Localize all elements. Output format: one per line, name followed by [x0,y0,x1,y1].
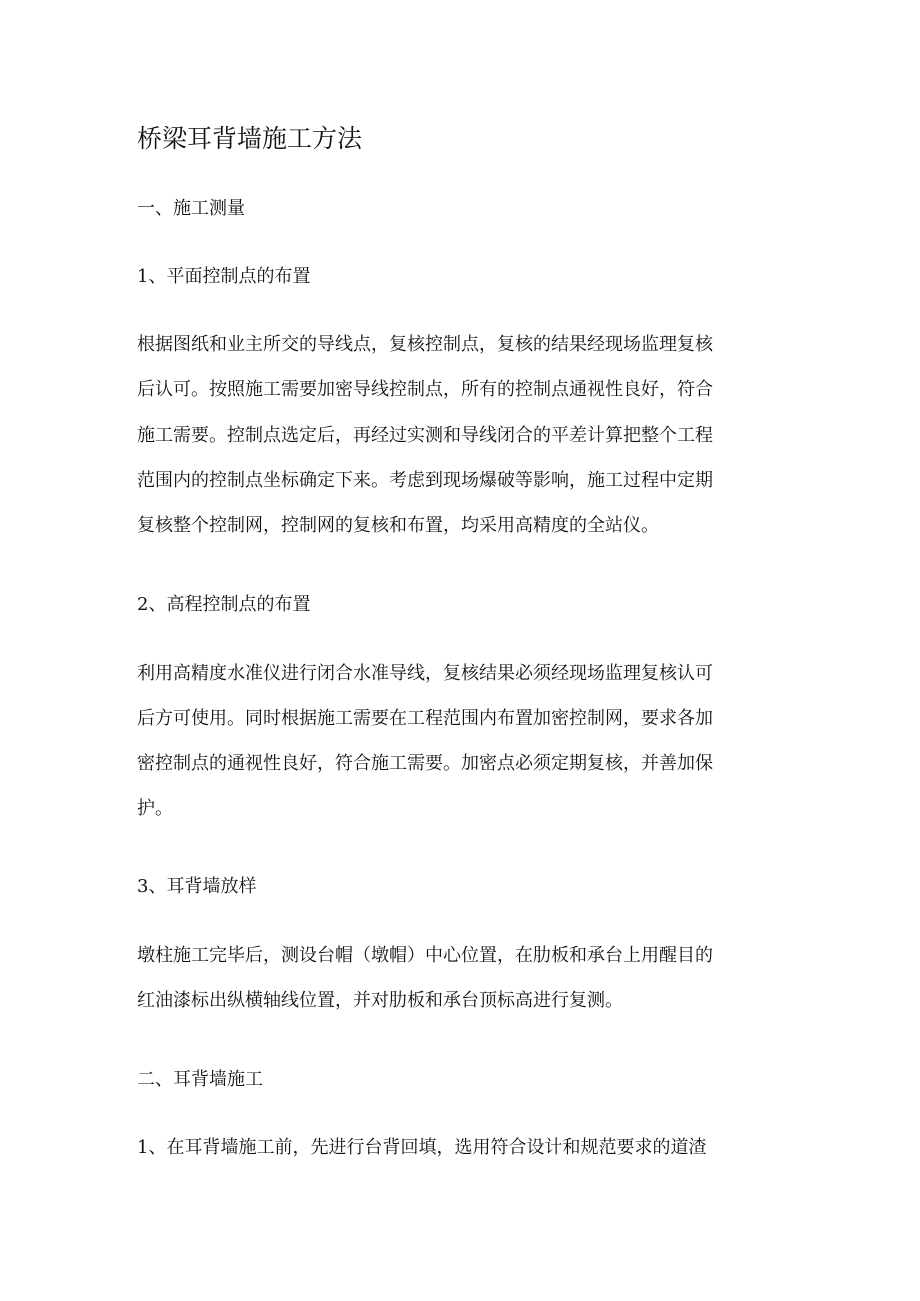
paragraph-line: 1、在耳背墙施工前，先进行台背回填，选用符合设计和规范要求的道渣 [137,1137,707,1158]
paragraph-line: 护。 [137,798,173,819]
subheading-plane-control: 1、平面控制点的布置 [137,266,311,287]
paragraph-line: 密控制点的通视性良好，符合施工需要。加密点必须定期复核，并善加保 [137,753,713,774]
paragraph-line: 范围内的控制点坐标确定下来。考虑到现场爆破等影响，施工过程中定期 [137,470,713,491]
section-heading-construction: 二、耳背墙施工 [137,1069,263,1090]
paragraph-line: 根据图纸和业主所交的导线点，复核控制点，复核的结果经现场监理复核 [137,334,713,355]
paragraph-line: 复核整个控制网，控制网的复核和布置，均采用高精度的全站仪。 [137,515,659,536]
subheading-elevation-control: 2、高程控制点的布置 [137,594,311,615]
paragraph-line: 墩柱施工完毕后，测设台帽（墩帽）中心位置，在肋板和承台上用醒目的 [137,945,713,966]
paragraph-line: 施工需要。控制点选定后，再经过实测和导线闭合的平差计算把整个工程 [137,425,713,446]
subheading-layout: 3、耳背墙放样 [137,876,257,897]
section-heading-survey: 一、施工测量 [137,198,245,219]
paragraph-line: 后方可使用。同时根据施工需要在工程范围内布置加密控制网，要求各加 [137,708,713,729]
document-title: 桥梁耳背墙施工方法 [137,124,363,153]
paragraph-line: 后认可。按照施工需要加密导线控制点，所有的控制点通视性良好，符合 [137,379,713,400]
paragraph-line: 利用高精度水准仪进行闭合水准导线，复核结果必须经现场监理复核认可 [137,663,713,684]
paragraph-line: 红油漆标出纵横轴线位置，并对肋板和承台顶标高进行复测。 [137,990,623,1011]
